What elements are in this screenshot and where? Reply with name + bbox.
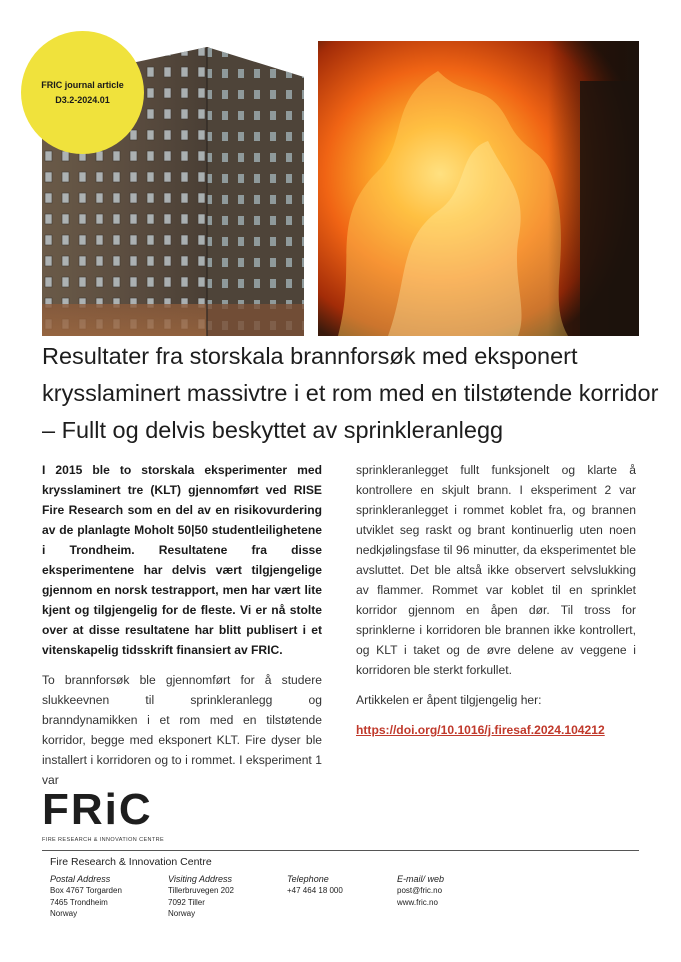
logo-subtitle: FIRE RESEARCH & INNOVATION CENTRE [42, 837, 165, 843]
body-paragraph-1: To brannforsøk ble gjennomført for å studere slukkeevnen til sprinkleranlegg og branndynamikken i et rom med en tilstøtende korridor, begge med eksponert KLT. Fire dyser ble installert i korridoren og to i rommet. I eksperiment 1 var [42, 673, 322, 787]
telephone-block [287, 873, 343, 897]
visiting-heading: Visiting Address [168, 874, 233, 884]
visiting-address-block [168, 873, 234, 920]
email-address[interactable]: post@fric.no [397, 886, 443, 895]
postal-line-1: Box 4767 Torgarden [50, 886, 122, 895]
postal-address-block [50, 873, 122, 920]
postal-line-2: 7465 Trondheim [50, 897, 108, 907]
journal-article-badge [21, 31, 144, 154]
doi-link[interactable]: https://doi.org/10.1016/j.firesaf.2024.104212 [356, 723, 605, 737]
footer-divider [42, 850, 639, 851]
visiting-line-2: 7092 Tiller [168, 897, 205, 907]
logo-wordmark: FRiC [42, 785, 153, 834]
fire-photo [318, 41, 639, 336]
telephone-heading: Telephone [287, 874, 329, 884]
body-paragraph-2: sprinkleranlegget fullt funksjonelt og klarte å kontrollere en skjult brann. I eksperiment 2 var sprinkleranlegget i rommet koblet fra, og brannen utviklet seg raskt og brant kontinuerlig uten noen nedkjølingsfase til 96 minutter, da eksperimentet ble avsluttet. Det ble altså ikke observert selvslukking av flammer. Rommet var koblet til en sprinklet korridor gjennom en åpen dør. Til tross for sprinklerne i korridoren ble brannen ikke kontrollert, og KLT i taket og de øvre delene av veggene i korridoren ble sterkt forkullet. [356, 463, 636, 677]
fire-experiment-image [318, 41, 639, 336]
lead-paragraph: I 2015 ble to storskala eksperimenter med krysslaminert tre (KLT) gjennomført ved RISE Fire Research som en del av en risikovurdering av de planlagte Moholt 50|50 studentleilighetene i Trondheim. Resultatene fra disse eksperimentene har delvis vært tilgjengelige gjennom en norsk testrapport, men har vært lite kjent og tilgjengelig for de fleste. Vi er nå stolte over at disse resultatene har blitt publisert i et vitenskapelig tidsskrift finansiert av FRIC. [42, 463, 322, 657]
telephone-number[interactable]: +47 464 18 000 [287, 886, 343, 895]
text-column-left [42, 460, 322, 790]
badge-label: FRIC journal article [41, 79, 124, 90]
footer-org-name: Fire Research & Innovation Centre [50, 856, 212, 868]
website-address[interactable]: www.fric.no [397, 897, 438, 907]
visiting-line-3: Norway [168, 909, 196, 918]
badge-code: D3.2-2024.01 [55, 94, 110, 105]
text-column-right [356, 460, 636, 740]
doi-paragraph [356, 720, 636, 740]
postal-heading: Postal Address [50, 874, 111, 884]
access-text: Artikkelen er åpent tilgjengelig her: [356, 693, 542, 707]
email-web-heading: E-mail/ web [397, 874, 445, 884]
fric-logo [42, 785, 165, 843]
postal-line-3: Norway [50, 909, 78, 918]
article-title: Resultater fra storskala brannforsøk med eksponert krysslaminert massivtre i et rom med en tilstøtende korridor – Fullt og delvis beskyttet av sprinkleranlegg [42, 343, 659, 443]
visiting-line-1: Tillerbruvegen 202 [168, 886, 234, 895]
email-web-block [397, 873, 444, 908]
